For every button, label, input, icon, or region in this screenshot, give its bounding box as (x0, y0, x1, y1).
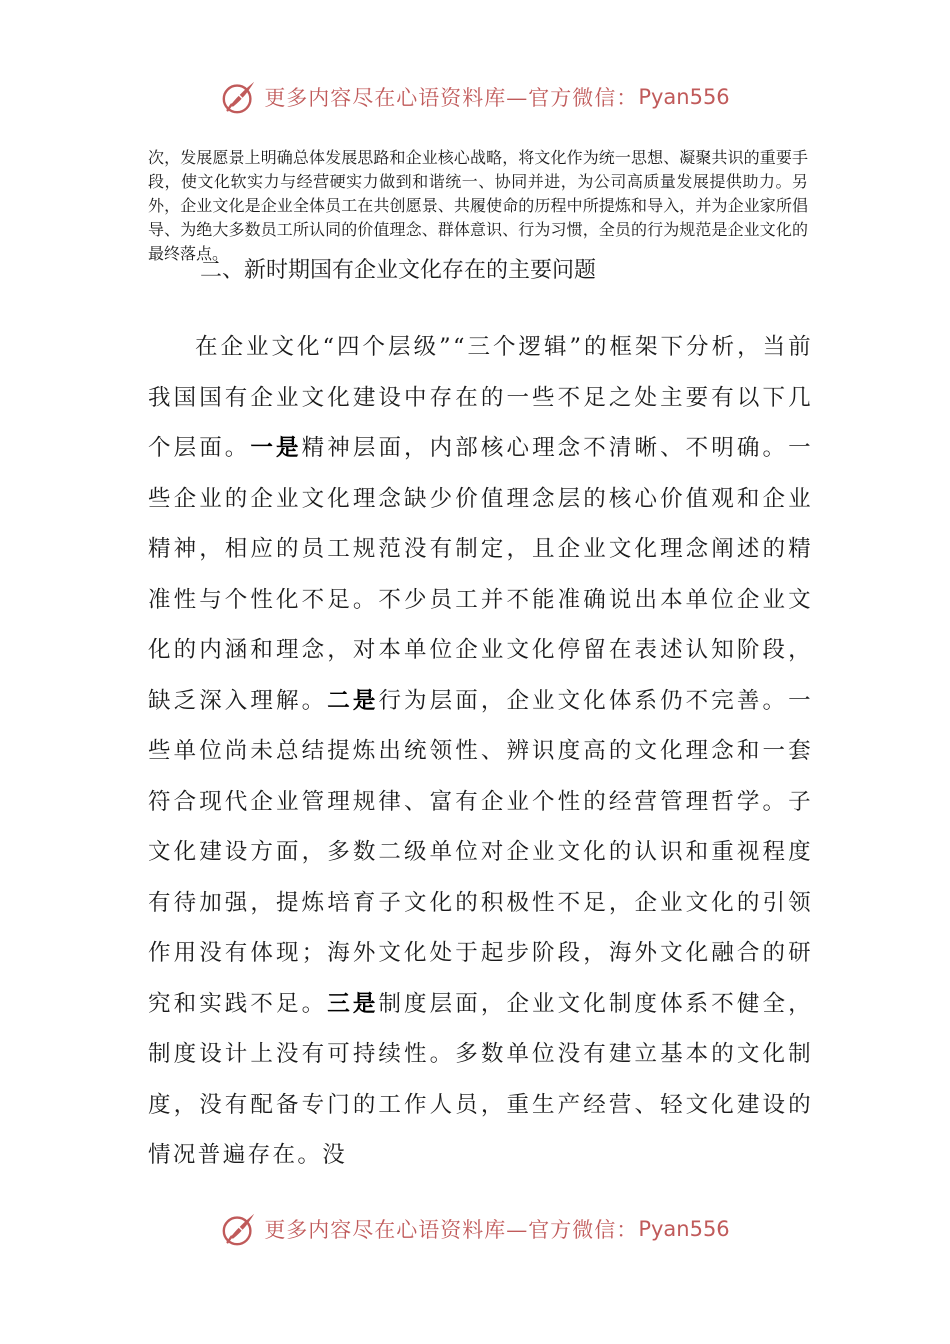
body-text-3: 行为层面，企业文化体系仍不完善。一些单位尚未总结提炼出统领性、辨识度高的文化理念和一套符合现代企业管理规律、富有企业个性的经营管理哲学。子文化建设方面，多数二级单位对企业文化的认识和重视程度有待加强，提炼培育子文化的积极性不足，企业文化的引领作用没有体现；海外文化处于起步阶段，海外文化融合的研究和实践不足。 (148, 687, 813, 1017)
intro-paragraph: 次，发展愿景上明确总体发展思路和企业核心战略，将文化作为统一思想、凝聚共识的重要手段，使文化软实力与经营硬实力做到和谐统一、协同并进，为公司高质量发展提供助力。另外，企业文化是企业全体员工在共创愿景、共履使命的历程中所提炼和导入，并为企业家所倡导、为绝大多数员工所认同的价值理念、群体意识、行为习惯，全员的行为规范是企业文化的最终落点。 (148, 148, 808, 263)
body-text-1: 在企业文化“四个层级”“三个逻辑”的框架下分析，当前我国国有企业文化建设中存在的一些不足之处主要有以下几个层面。 (148, 334, 813, 461)
watermark-footer (0, 1210, 950, 1248)
point-label-2: 二是 (327, 687, 379, 714)
section-heading: 二、新时期国有企业文化存在的主要问题 (200, 258, 597, 283)
point-label-1: 一是 (250, 435, 302, 461)
body-paragraph (148, 322, 813, 1181)
watermark-handle: Pyan556 (638, 85, 730, 109)
quill-logo-icon (220, 78, 258, 116)
watermark-handle: Pyan556 (638, 1217, 730, 1241)
body-text-4: 制度层面，企业文化制度体系不健全，制度设计上没有可持续性。多数单位没有建立基本的文化制度，没有配备专门的工作人员，重生产经营、轻文化建设的情况普遍存在。没 (148, 990, 813, 1168)
watermark-header (0, 78, 950, 116)
quill-logo-icon (220, 1210, 258, 1248)
point-label-3: 三是 (327, 990, 379, 1017)
watermark-text: 更多内容尽在心语资料库—官方微信： (264, 1218, 639, 1242)
body-text-2: 精神层面，内部核心理念不清晰、不明确。一些企业的企业文化理念缺少价值理念层的核心价值观和企业精神，相应的员工规范没有制定，且企业文化理念阐述的精准性与个性化不足。不少员工并不能准确说出本单位企业文化的内涵和理念，对本单位企业文化停留在表述认知阶段，缺乏深入理解。 (148, 435, 813, 714)
watermark-text: 更多内容尽在心语资料库—官方微信： (264, 86, 639, 110)
